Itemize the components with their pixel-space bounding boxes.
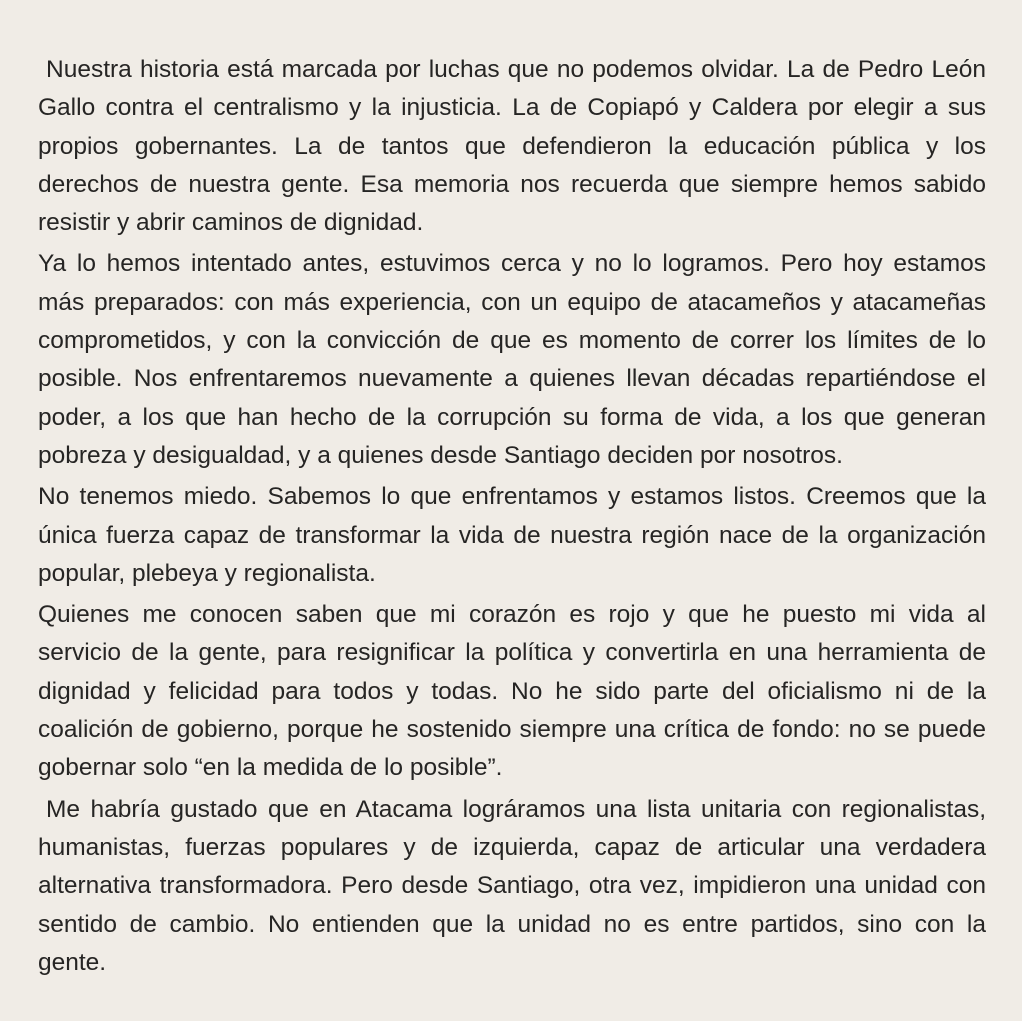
text-line: Gallo contra el centralismo y la injusticia. La de Copiapó y Caldera por elegir a sus: [38, 94, 986, 122]
text-line: coalición de gobierno, porque he sostenido siempre una crítica de fondo: no se puede: [38, 716, 986, 744]
text-line: Ya lo hemos intentado antes, estuvimos cerca y no lo logramos. Pero hoy estamos: [38, 250, 986, 278]
text-line: gente.: [38, 948, 107, 976]
text-line: gobernar solo “en la medida de lo posible”.: [38, 754, 503, 782]
body-text: [38, 51, 986, 985]
text-line: más preparados: con más experiencia, con un equipo de atacameños y atacameñas: [38, 288, 986, 316]
text-line: dignidad y felicidad para todos y todas. No he sido parte del oficialismo ni de la: [38, 677, 986, 705]
text-line: poder, a los que han hecho de la corrupción su forma de vida, a los que generan: [38, 403, 986, 431]
text-line: Quienes me conocen saben que mi corazón es rojo y que he puesto mi vida al: [38, 601, 986, 629]
text-line: Me habría gustado que en Atacama lográramos una lista unitaria con regionalistas,: [46, 795, 986, 823]
text-line: servicio de la gente, para resignificar la política y convertirla en una herramienta de: [38, 639, 986, 667]
text-line: popular, plebeya y regionalista.: [38, 559, 376, 587]
paragraph: [38, 791, 986, 982]
text-line: única fuerza capaz de transformar la vida de nuestra región nace de la organización: [38, 521, 986, 549]
text-line: humanistas, fuerzas populares y de izquierda, capaz de articular una verdadera: [38, 833, 986, 861]
text-line: derechos de nuestra gente. Esa memoria nos recuerda que siempre hemos sabido: [38, 170, 986, 198]
text-line: comprometidos, y con la convicción de que es momento de correr los límites de lo: [38, 327, 986, 355]
paragraph: [38, 51, 986, 242]
text-line: resistir y abrir caminos de dignidad.: [38, 209, 424, 237]
text-line: sentido de cambio. No entienden que la unidad no es entre partidos, sino con la: [38, 910, 986, 938]
text-line: No tenemos miedo. Sabemos lo que enfrentamos y estamos listos. Creemos que la: [38, 483, 986, 511]
paragraph: [38, 478, 986, 593]
text-line: propios gobernantes. La de tantos que defendieron la educación pública y los: [38, 132, 986, 160]
text-line: posible. Nos enfrentaremos nuevamente a quienes llevan décadas repartiéndose el: [38, 365, 986, 393]
text-line: pobreza y desigualdad, y a quienes desde Santiago deciden por nosotros.: [38, 441, 843, 469]
text-line: alternativa transformadora. Pero desde Santiago, otra vez, impidieron una unidad con: [38, 872, 986, 900]
paragraph: [38, 596, 986, 787]
text-line: Nuestra historia está marcada por luchas que no podemos olvidar. La de Pedro León: [46, 56, 986, 83]
paragraph: [38, 245, 986, 475]
